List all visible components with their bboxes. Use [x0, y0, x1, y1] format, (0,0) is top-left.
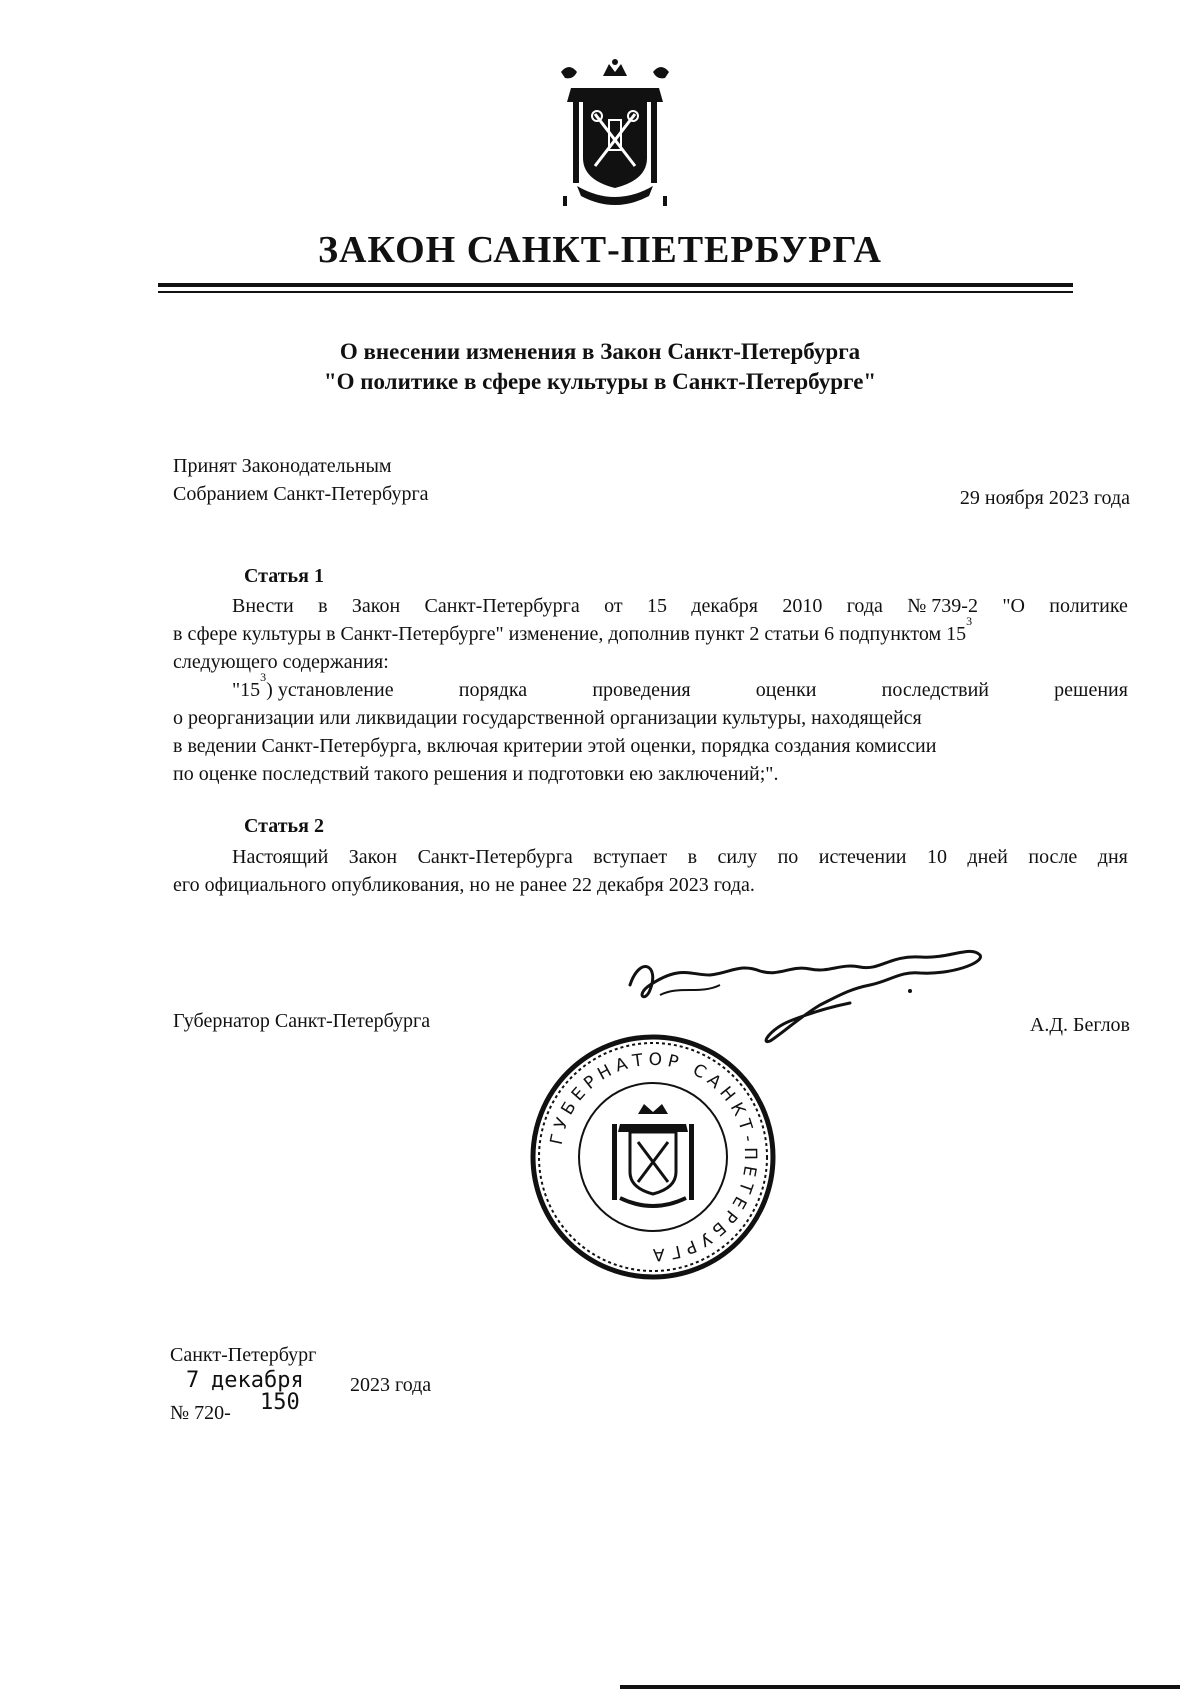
superscript: 3: [260, 670, 267, 685]
adopted-by-line-2: Собранием Санкт-Петербурга: [173, 483, 429, 505]
word: Настоящий: [232, 846, 329, 868]
word: 15: [646, 595, 667, 617]
superscript: 3: [966, 614, 973, 629]
governor-title: Губернатор Санкт-Петербурга: [173, 1010, 431, 1032]
article-2-line-2: его официального опубликования, но не ранее 22 декабря 2023 года.: [173, 874, 755, 896]
place-of-signing: Санкт-Петербург: [170, 1344, 317, 1366]
word: Санкт-Петербурга: [417, 846, 573, 868]
word: Закон: [348, 846, 398, 868]
governor-name: А.Д. Беглов: [1029, 1014, 1130, 1036]
word: истечении: [818, 846, 907, 868]
word: в: [318, 595, 328, 617]
article-1-line-3: следующего содержания:: [173, 651, 389, 673]
word: политике: [1049, 595, 1128, 617]
title-rule-thick: [158, 283, 1073, 287]
title-rule-thin: [158, 291, 1073, 293]
word: [232, 670, 394, 704]
word: года: [846, 595, 883, 617]
article-2-heading: Статья 2: [244, 815, 324, 837]
law-title: ЗАКОН САНКТ-ПЕТЕРБУРГА: [317, 229, 882, 271]
coat-of-arms-icon: [553, 58, 677, 206]
law-number-value: 150: [260, 1390, 300, 1415]
article-1-line-2: [173, 614, 973, 648]
article-1-line-6: в ведении Санкт-Петербурга, включая критерии этой оценки, порядка создания комиссии: [173, 735, 937, 757]
word: декабря: [691, 595, 758, 617]
word: оценки: [755, 679, 817, 701]
law-number-prefix: № 720-: [170, 1402, 231, 1424]
handwritten-signature: [620, 945, 1000, 1055]
word: № 739-2: [907, 595, 978, 617]
article-1-heading: Статья 1: [244, 565, 324, 587]
word: 2010: [782, 595, 823, 617]
word: дней: [967, 846, 1008, 868]
word: 10: [926, 846, 947, 868]
article-1-line-1: [173, 592, 1128, 620]
word: после: [1028, 846, 1078, 868]
word: Внести: [232, 595, 294, 617]
article-1-line-4: [173, 670, 1128, 704]
text: в сфере культуры в Санкт-Петербурге" изменение, дополнив пункт 2 статьи 6 подпунктом 15: [173, 623, 967, 645]
word: проведения: [592, 679, 691, 701]
subtitle-line-2: "О политике в сфере культуры в Санкт-Петербурге": [323, 369, 877, 394]
word: в: [687, 846, 698, 868]
subtitle-line-1: О внесении изменения в Закон Санкт-Петербурга: [339, 339, 861, 364]
word: последствий: [881, 679, 989, 701]
word: от: [604, 595, 623, 617]
article-1-line-7: по оценке последствий такого решения и подготовки ею заключений;".: [173, 763, 779, 785]
seal-text: ГУБЕРНАТОР САНКТ-ПЕТЕРБУРГА: [546, 1049, 761, 1265]
word: вступает: [593, 846, 668, 868]
word: решения: [1054, 679, 1128, 701]
word: Санкт-Петербурга: [424, 595, 580, 617]
adopted-by-line-1: Принят Законодательным: [173, 455, 392, 477]
word: силу: [717, 846, 758, 868]
word: порядка: [458, 679, 528, 701]
signing-day: 7: [186, 1368, 200, 1393]
quote: "15: [232, 679, 261, 701]
word: Закон: [351, 595, 401, 617]
word: ) установление: [266, 679, 394, 701]
signing-year: 2023 года: [350, 1374, 432, 1396]
article-2-line-1: [173, 843, 1128, 871]
scan-edge-mark: [620, 1685, 1180, 1689]
governor-seal-icon: [528, 1032, 778, 1282]
word: дня: [1097, 846, 1128, 868]
article-1-line-5: о реорганизации или ликвидации государственной организации культуры, находящейся: [173, 707, 922, 729]
signing-month: декабря: [211, 1368, 304, 1393]
word: по: [777, 846, 799, 868]
adoption-date: 29 ноября 2023 года: [959, 487, 1130, 509]
word: "О: [1002, 595, 1025, 617]
